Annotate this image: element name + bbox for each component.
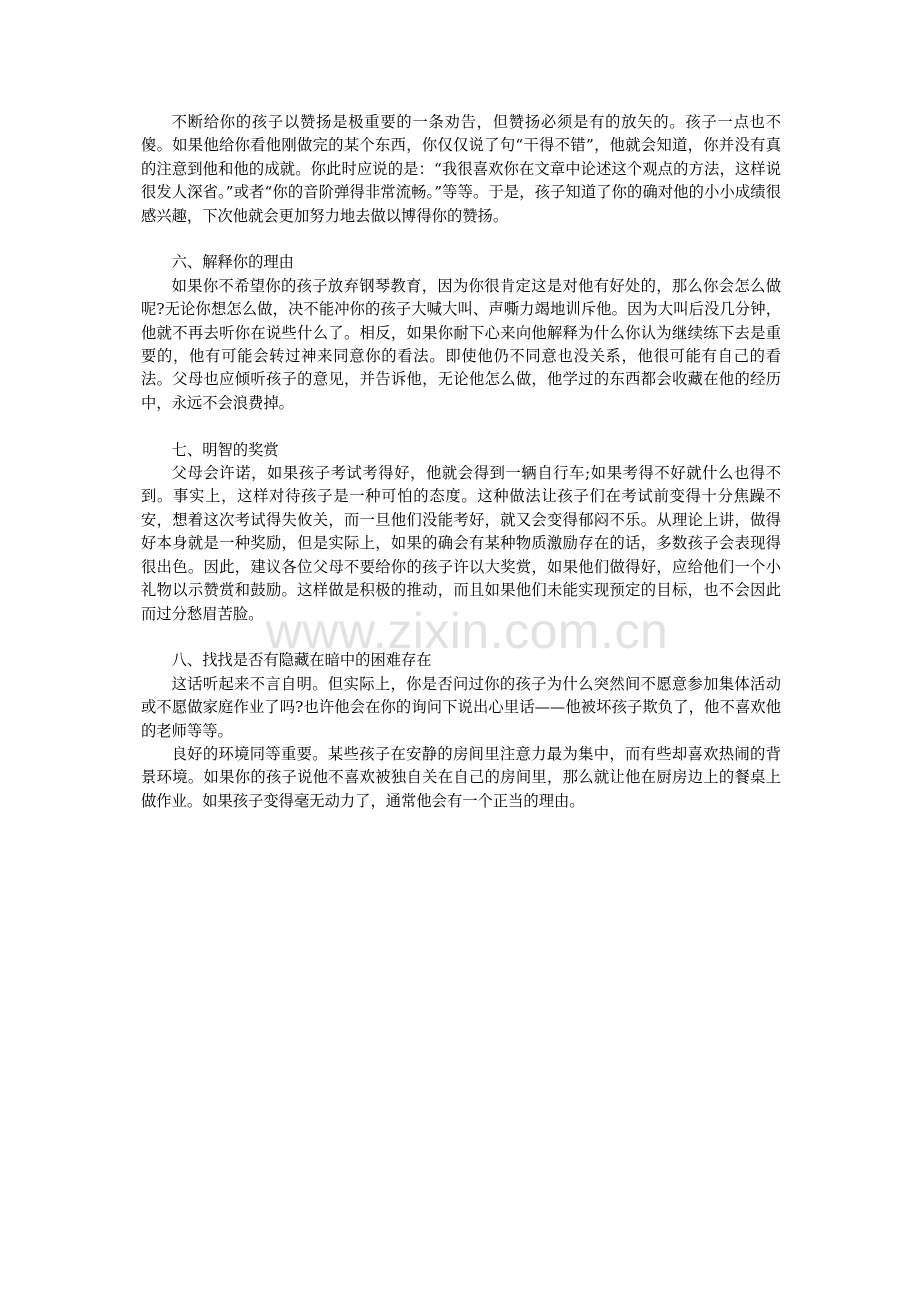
section-8-paragraph-2: 良好的环境同等重要。某些孩子在安静的房间里注意力最为集中，而有些却喜欢热闹的背景环境。如果你的孩子说他不喜欢被独自关在自己的房间里，那么就让他在厨房边上的餐桌上做作业。如果孩子变得毫无动力了，通常他会有一个正当的理由。 — [141, 744, 781, 810]
intro-paragraph: 不断给你的孩子以赞扬是极重要的一条劝告，但赞扬必须是有的放矢的。孩子一点也不傻。如果他给你看他刚做完的某个东西，你仅仅说了句“干得不错”，他就会知道，你并没有真的注意到他和他的成就。你此时应说的是：“我很喜欢你在文章中论述这个观点的方法，这样说很发人深省。”或者“你的音阶弹得非常流畅。”等等。于是，孩子知道了你的确对他的小小成绩很感兴趣，下次他就会更加努力地去做以博得你的赞扬。 — [141, 113, 781, 225]
document-body — [141, 111, 781, 813]
section-heading-8: 八、找找是否有隐藏在暗中的困难存在 — [171, 651, 432, 670]
section-7-paragraph: 父母会许诺，如果孩子考试考得好，他就会得到一辆自行车;如果考得不好就什么也得不到。事实上，这样对待孩子是一种可怕的态度。这种做法让孩子们在考试前变得十分焦躁不安，想着这次考试得失攸关，而一旦他们没能考好，就又会变得郁闷不乐。从理论上讲，做得好本身就是一种奖励，但是实际上，如果的确会有某种物质激励存在的话，多数孩子会表现得很出色。因此，建议各位父母不要给你的孩子许以大奖赏，如果他们做得好，应给他们一个小礼物以示赞赏和鼓励。这样做是积极的推动，而且如果他们未能实现预定的目标，也不会因此而过分愁眉苦脸。 — [141, 464, 781, 623]
section-spacer — [141, 415, 781, 438]
watermark: www.zixin.com.cn — [265, 603, 669, 659]
section-spacer — [141, 228, 781, 251]
section-6-paragraph: 如果你不希望你的孩子放弃钢琴教育，因为你很肯定这是对他有好处的，那么你会怎么做呢?无论你想怎么做，决不能冲你的孩子大喊大叫、声嘶力竭地训斥他。因为大叫后没几分钟，他就不再去听你在说些什么了。相反，如果你耐下心来向他解释为什么你认为继续练下去是重要的，他有可能会转过神来同意你的看法。即使他仍不同意也没关系，他很可能有自己的看法。父母也应倾听孩子的意见，并告诉他，无论他怎么做，他学过的东西都会收藏在他的经历中，永远不会浪费掉。 — [141, 276, 781, 412]
section-heading-6: 六、解释你的理由 — [171, 253, 294, 272]
section-8-paragraph-1: 这话听起来不言自明。但实际上，你是否问过你的孩子为什么突然间不愿意参加集体活动或不愿做家庭作业了吗?也许他会在你的询问下说出心里话——他被坏孩子欺负了，他不喜欢他的老师等等。 — [141, 674, 781, 740]
section-heading-7: 七、明智的奖赏 — [171, 440, 279, 459]
section-spacer — [141, 626, 781, 649]
